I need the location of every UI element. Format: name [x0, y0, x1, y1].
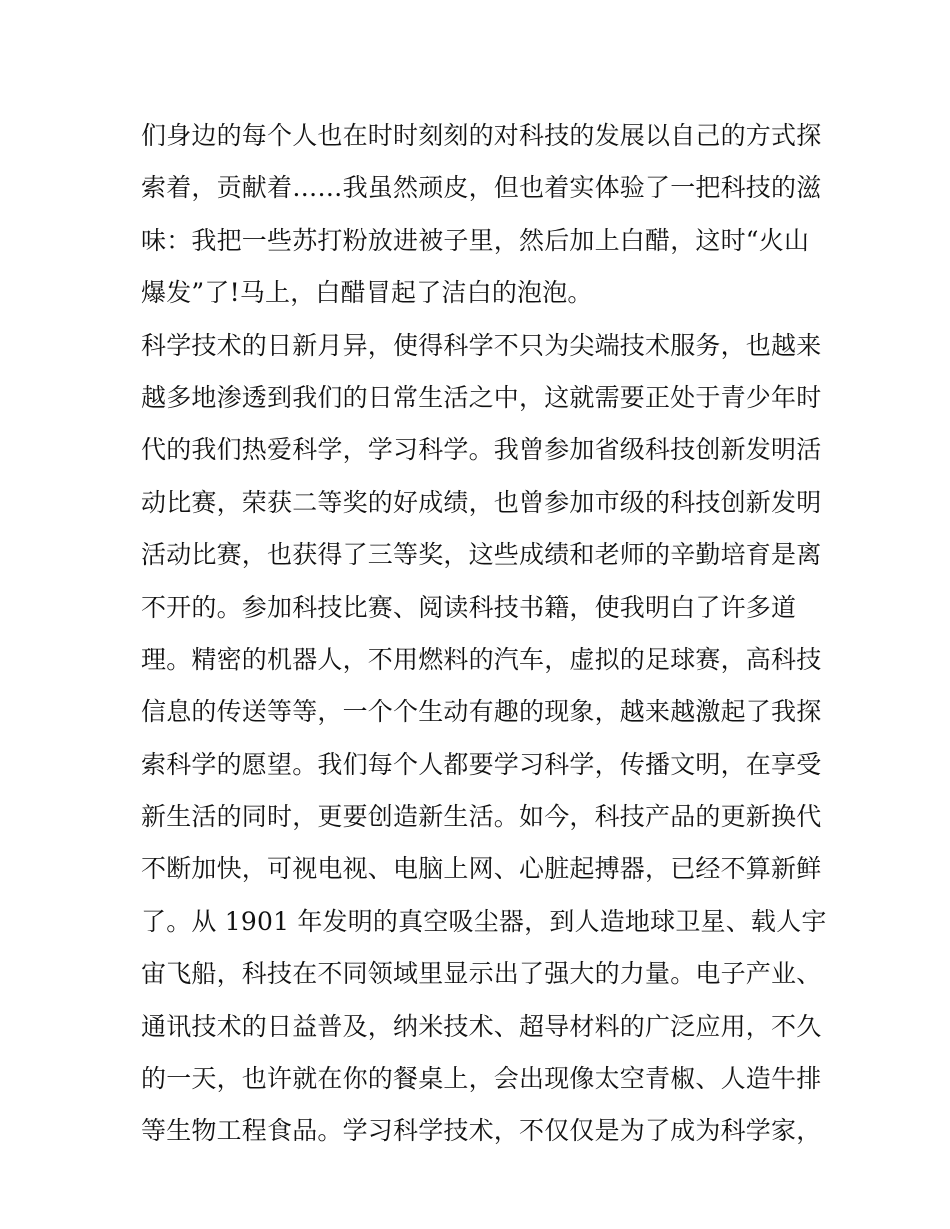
text-line: 爆发”了!马上，白醋冒起了洁白的泡泡。: [141, 278, 593, 308]
text-line: 新生活的同时，更要创造新生活。如今，科技产品的更新换代: [141, 802, 822, 832]
text-line: 越多地渗透到我们的日常生活之中，这就需要正处于青少年时: [141, 382, 822, 412]
text-line: 动比赛，荣获二等奖的好成绩，也曾参加市级的科技创新发明: [141, 487, 822, 517]
text-line: 索科学的愿望。我们每个人都要学习科学，传播文明，在享受: [141, 749, 822, 779]
text-line: 的一天，也许就在你的餐桌上，会出现像太空青椒、人造牛排: [141, 1064, 822, 1094]
text-line: 了。从 1901 年发明的真空吸尘器，到人造地球卫星、载人宇: [141, 906, 827, 936]
text-line: 们身边的每个人也在时时刻刻的对科技的发展以自己的方式探: [141, 121, 822, 150]
text-line: 味：我把一些苏打粉放进被子里，然后加上白醋，这时“火山: [141, 225, 810, 255]
text-line: 代的我们热爱科学，学习科学。我曾参加省级科技创新发明活: [141, 435, 822, 465]
text-line: 等生物工程食品。学习科学技术，不仅仅是为了成为科学家，: [141, 1116, 822, 1146]
text-line: 科学技术的日新月异，使得科学不只为尖端技术服务，也越来: [141, 330, 822, 360]
text-line: 不断加快，可视电视、电脑上网、心脏起搏器，已经不算新鲜: [141, 854, 822, 884]
text-line: 活动比赛，也获得了三等奖，这些成绩和老师的辛勤培育是离: [141, 540, 822, 570]
text-line: 通讯技术的日益普及，纳米技术、超导材料的广泛应用，不久: [141, 1011, 822, 1041]
text-line: 理。精密的机器人，不用燃料的汽车，虚拟的足球赛，高科技: [141, 644, 822, 674]
text-line: 信息的传送等等，一个个生动有趣的现象，越来越激起了我探: [141, 697, 822, 727]
body-text: [141, 110, 827, 1158]
text-line: 不开的。参加科技比赛、阅读科技书籍，使我明白了许多道: [141, 592, 797, 622]
text-line: 宙飞船，科技在不同领域里显示出了强大的力量。电子产业、: [141, 959, 822, 989]
text-line: 索着，贡献着……我虽然顽皮，但也着实体验了一把科技的滋: [141, 173, 822, 203]
